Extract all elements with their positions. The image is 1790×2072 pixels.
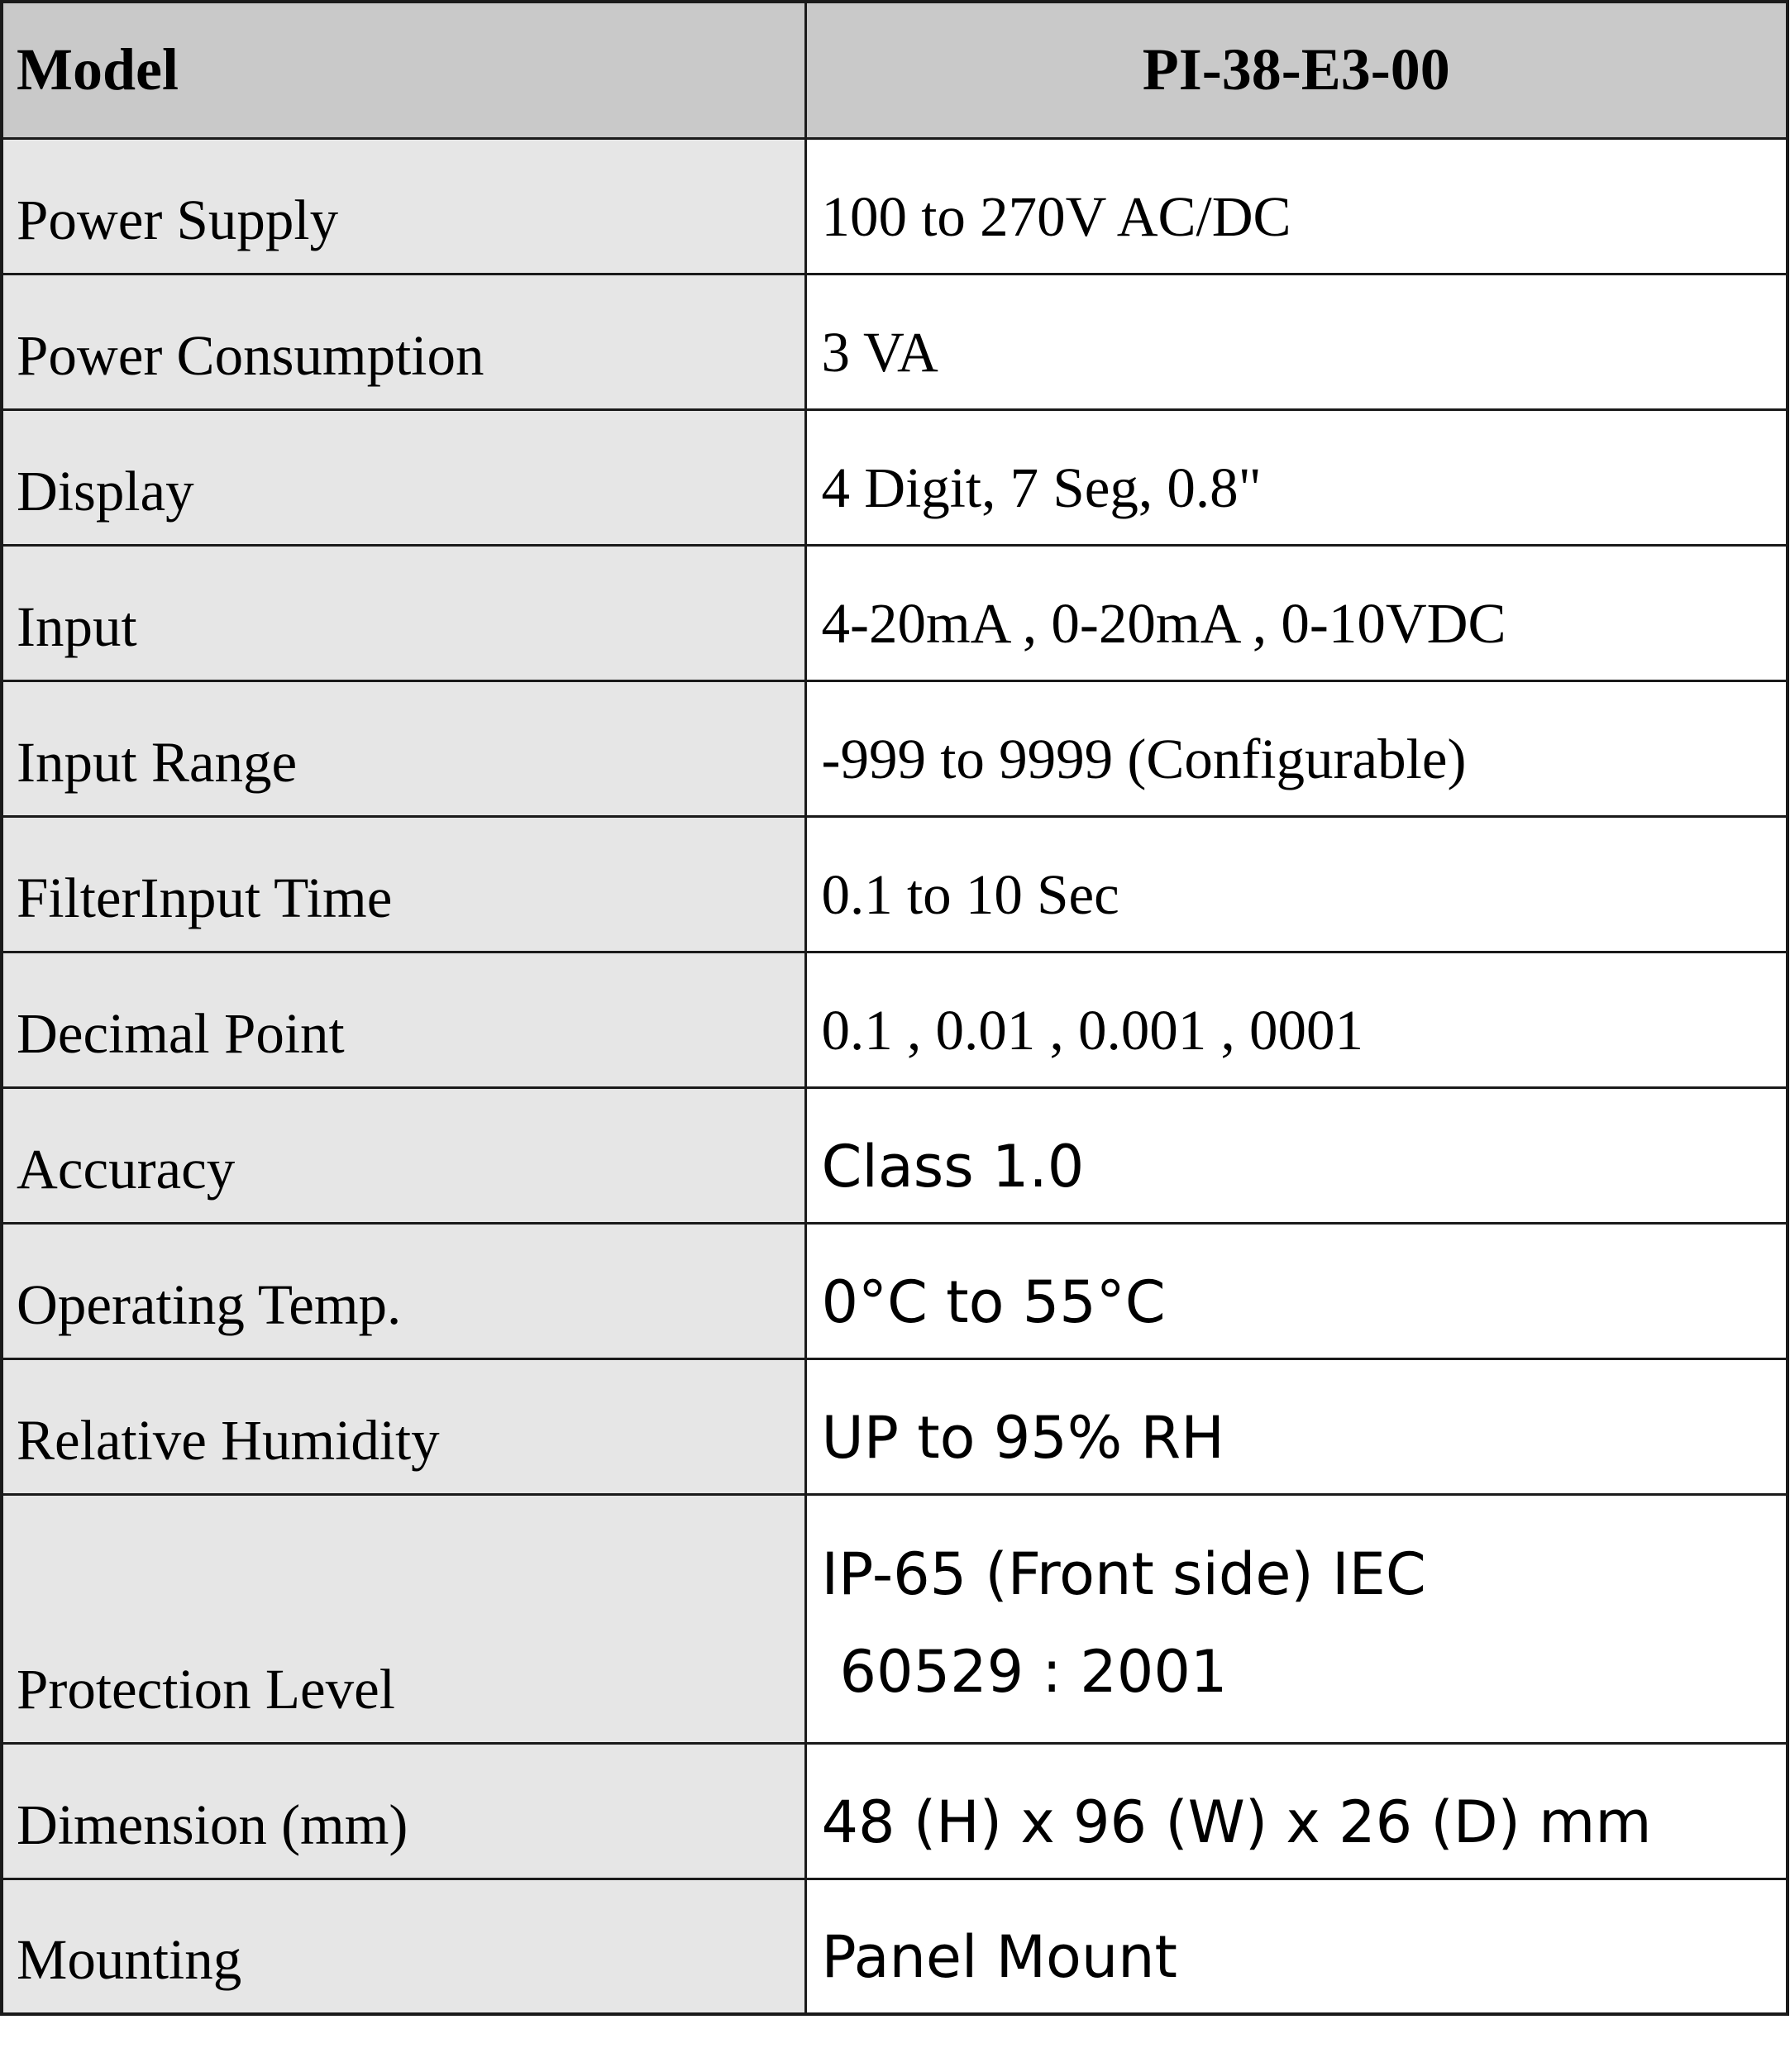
table-header-row — [2, 2, 1788, 138]
protection-level-line-2: 60529 : 2001 — [839, 1637, 1228, 1706]
row-label-mounting: Mounting — [2, 1879, 805, 2014]
header-model-value: PI-38-E3-00 — [805, 2, 1788, 138]
table-row — [2, 274, 1788, 409]
protection-level-line-1: IP-65 (Front side) IEC — [821, 1540, 1426, 1608]
table-row — [2, 409, 1788, 545]
table-row — [2, 1223, 1788, 1358]
row-value-decimal-point: 0.1 , 0.01 , 0.001 , 0001 — [805, 952, 1788, 1087]
row-value-display: 4 Digit, 7 Seg, 0.8" — [805, 409, 1788, 545]
row-label-protection-level: Protection Level — [2, 1494, 805, 1743]
row-value-input-range: -999 to 9999 (Configurable) — [805, 680, 1788, 816]
row-label-decimal-point: Decimal Point — [2, 952, 805, 1087]
row-value-relative-humidity: UP to 95% RH — [805, 1358, 1788, 1494]
row-value-filter-input-time: 0.1 to 10 Sec — [805, 816, 1788, 952]
row-value-accuracy: Class 1.0 — [805, 1087, 1788, 1223]
row-label-power-consumption: Power Consumption — [2, 274, 805, 409]
header-model-label: Model — [2, 2, 805, 138]
row-label-input-range: Input Range — [2, 680, 805, 816]
row-value-operating-temp: 0°C to 55°C — [805, 1223, 1788, 1358]
row-label-dimension: Dimension (mm) — [2, 1743, 805, 1879]
row-label-input: Input — [2, 545, 805, 680]
table-row — [2, 545, 1788, 680]
row-value-input: 4-20mA , 0-20mA , 0-10VDC — [805, 545, 1788, 680]
table-row — [2, 1494, 1788, 1743]
row-value-power-consumption: 3 VA — [805, 274, 1788, 409]
table-row — [2, 816, 1788, 952]
table-row — [2, 1358, 1788, 1494]
row-label-accuracy: Accuracy — [2, 1087, 805, 1223]
row-value-power-supply: 100 to 270V AC/DC — [805, 138, 1788, 274]
table-row — [2, 1087, 1788, 1223]
row-value-protection-level — [805, 1494, 1788, 1743]
table-row — [2, 138, 1788, 274]
row-label-power-supply: Power Supply — [2, 138, 805, 274]
row-label-relative-humidity: Relative Humidity — [2, 1358, 805, 1494]
table-row — [2, 1743, 1788, 1879]
table-row — [2, 1879, 1788, 2014]
table-row — [2, 952, 1788, 1087]
row-value-dimension: 48 (H) x 96 (W) x 26 (D) mm — [805, 1743, 1788, 1879]
table-row — [2, 680, 1788, 816]
row-label-operating-temp: Operating Temp. — [2, 1223, 805, 1358]
row-label-filter-input-time: FilterInput Time — [2, 816, 805, 952]
row-label-display: Display — [2, 409, 805, 545]
row-value-mounting: Panel Mount — [805, 1879, 1788, 2014]
